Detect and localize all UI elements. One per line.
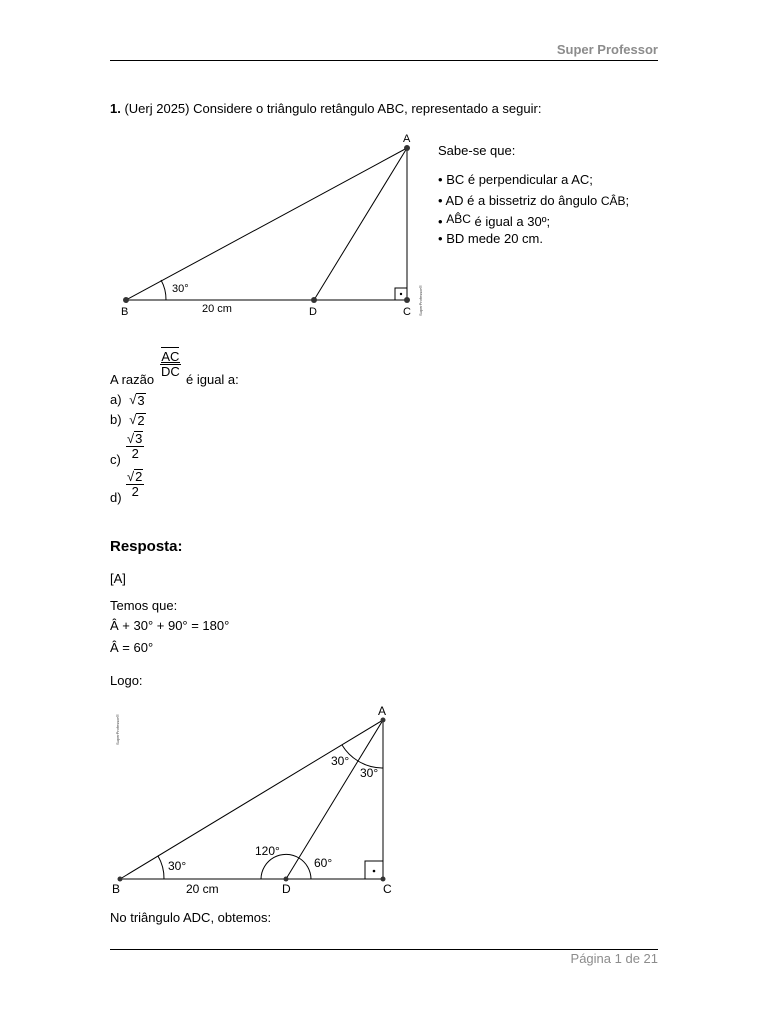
- fig2-angle-a-left: 30°: [331, 754, 350, 768]
- fact-4: • BD mede 20 cm.: [438, 231, 544, 246]
- fig2-label-a: A: [378, 704, 387, 718]
- fig1-length-label: 20 cm: [202, 303, 232, 315]
- logo-label: Logo:: [110, 673, 143, 688]
- fact-1: • BC é perpendicular a AC;: [438, 172, 593, 187]
- fact-2: • AD é a bissetriz do ângulo CÂB;: [438, 193, 630, 208]
- angle-abc: AB̂C: [446, 212, 471, 226]
- conclusion-text: No triângulo ADC, obtemos:: [110, 910, 272, 925]
- ratio-num: AC: [161, 349, 180, 364]
- fig2-label-d: D: [282, 882, 291, 896]
- ratio-den: DC: [161, 364, 180, 379]
- fig2-angle-b: 30°: [168, 859, 187, 873]
- question-number: 1.: [110, 101, 121, 116]
- fact-3: • AB̂C é igual a 30º;: [438, 212, 551, 229]
- footer-page: Página 1 de 21: [570, 951, 658, 966]
- option-d-fraction: √ 2 2: [127, 469, 143, 499]
- fig2-length-label: 20 cm: [186, 882, 219, 896]
- fig1-angle-label: 30°: [172, 283, 189, 295]
- option-c-fraction: √ 3 2: [127, 431, 143, 461]
- option-b: b) √ 2: [110, 412, 145, 428]
- answer-heading: Resposta:: [110, 538, 183, 555]
- fig1-label-b: B: [121, 306, 129, 318]
- fig2-angle-adb: 120°: [255, 844, 280, 858]
- option-a: a) √ 3: [110, 392, 145, 408]
- triangle-figure-2: [110, 700, 410, 900]
- fig1-label-d: D: [309, 306, 317, 318]
- ratio-suffix: é igual a:: [186, 372, 239, 387]
- option-d-letter: d): [110, 490, 122, 505]
- fig1-watermark: SuperProfessor®: [418, 285, 423, 316]
- question-line: [110, 101, 541, 117]
- ratio-fraction: [160, 350, 181, 379]
- header-title: Super Professor: [556, 42, 658, 57]
- fig2-angle-adc: 60°: [314, 856, 333, 870]
- option-c-letter: c): [110, 452, 121, 467]
- question-intro: (Uerj 2025) Considere o triângulo retângulo ABC, representado a seguir:: [124, 101, 542, 116]
- header-rule: [110, 60, 658, 61]
- triangle-figure-1: [110, 128, 430, 323]
- answer-value: [A]: [110, 571, 126, 586]
- fig2-label-b: B: [112, 882, 121, 896]
- fig1-label-c: C: [403, 306, 411, 318]
- angle-cab: CÂB: [600, 194, 626, 208]
- fig2-angle-a-right: 30°: [360, 766, 379, 780]
- fig2-watermark: SuperProfessor®: [115, 714, 120, 745]
- footer-rule: [110, 949, 658, 950]
- equation-1: Â + 30° + 90° = 180°: [110, 618, 230, 633]
- fig1-label-a: A: [403, 133, 411, 145]
- temos-que: Temos que:: [110, 598, 178, 613]
- sabe-se-label: Sabe-se que:: [438, 143, 516, 158]
- ratio-prefix: A razão: [110, 372, 155, 387]
- fig2-label-c: C: [383, 882, 392, 896]
- equation-2: Â = 60°: [110, 640, 154, 655]
